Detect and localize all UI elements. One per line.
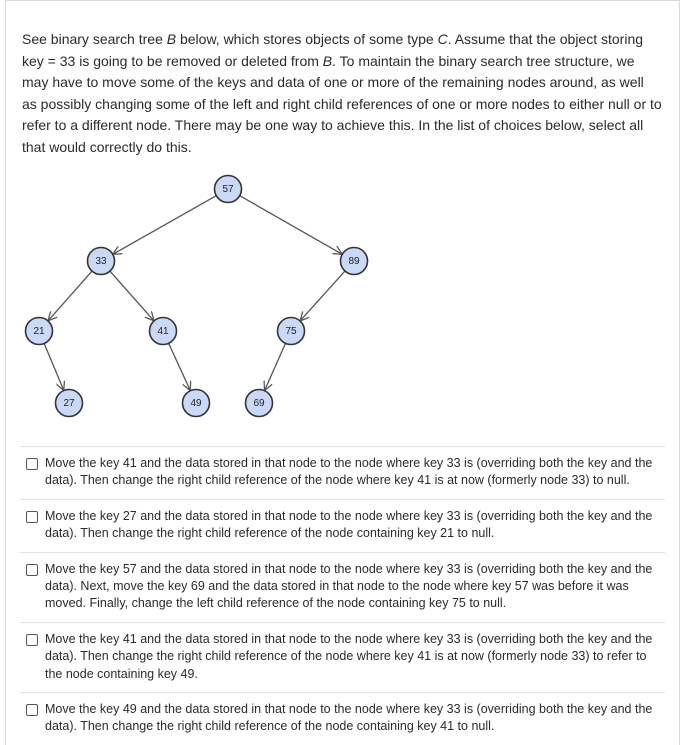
choice-2[interactable] bbox=[20, 499, 665, 552]
choice-text: Move the key 49 and the data stored in that node to the node where key 33 is (overriding both the key and the data). Then change the right child reference of the node containing key 41 to null. bbox=[45, 702, 653, 734]
tree-node-27 bbox=[56, 390, 83, 417]
question-part: . Assume that the object storing key = 33 is going to be removed or deleted from bbox=[22, 31, 644, 69]
checkbox[interactable] bbox=[26, 564, 38, 576]
node-key-label: 21 bbox=[33, 326, 45, 337]
question-part: below, which stores objects of some type bbox=[176, 31, 438, 47]
tree-node-75 bbox=[278, 318, 305, 345]
checkbox[interactable] bbox=[26, 634, 38, 646]
checkbox[interactable] bbox=[26, 458, 38, 470]
checkbox[interactable] bbox=[26, 511, 38, 523]
choice-3[interactable] bbox=[20, 552, 665, 622]
question-part: See binary search tree bbox=[22, 31, 167, 47]
tree-name: B bbox=[166, 31, 177, 47]
tree-node-21 bbox=[26, 318, 53, 345]
tree-node-57 bbox=[215, 176, 242, 203]
edge-57-89 bbox=[240, 196, 342, 254]
edge-33-21 bbox=[49, 271, 92, 320]
node-key-label: 89 bbox=[348, 256, 360, 267]
node-key-label: 41 bbox=[157, 326, 169, 337]
node-key-label: 49 bbox=[190, 398, 202, 409]
tree-node-33 bbox=[88, 248, 115, 275]
choice-4[interactable] bbox=[20, 622, 665, 692]
tree-node-49 bbox=[183, 390, 210, 417]
question-part: . To maintain the binary search tree structure, we may have to move some of the keys and data of one or more of the remaining nodes around, as well as possibly changing some of the left and right child references of one or more nodes to either null or to refer to a different node. There may be one way to achieve this. In the list of choices below, select all that would correctly do this. bbox=[22, 52, 662, 155]
node-key-label: 27 bbox=[63, 398, 75, 409]
choice-text: Move the key 41 and the data stored in that node to the node where key 33 is (overriding both the key and the data). Then change the right child reference of the node where key 41 is at now (formerly node 33) to refer to the node containing key 49. bbox=[45, 631, 653, 681]
tree-node-69 bbox=[246, 390, 273, 417]
quiz-page bbox=[5, 0, 680, 745]
choice-text: Move the key 57 and the data stored in that node to the node where key 33 is (overriding both the key and the data). Next, move the key 69 and the data stored in that node to the node where key 57 was before it was moved. Finally, change the left child reference of the node containing key 75 to null. bbox=[45, 561, 653, 611]
choice-1[interactable] bbox=[20, 446, 665, 499]
tree-node-41 bbox=[150, 318, 177, 345]
edge-75-69 bbox=[265, 343, 286, 389]
binary-search-tree-diagram bbox=[6, 171, 681, 441]
type-name: C bbox=[437, 31, 448, 47]
tree-name: B bbox=[322, 52, 333, 69]
node-key-label: 69 bbox=[253, 398, 265, 409]
choice-text: Move the key 41 and the data stored in that node to the node where key 33 is (overriding both the key and the data). Then change the right child reference of the node where key 41 is at now (formerly node 33) to null. bbox=[45, 456, 653, 488]
edge-89-75 bbox=[301, 271, 345, 320]
node-key-label: 57 bbox=[222, 184, 234, 195]
edge-41-49 bbox=[169, 343, 190, 390]
node-key-label: 33 bbox=[95, 256, 107, 267]
edge-57-33 bbox=[114, 196, 217, 254]
tree-node-89 bbox=[341, 248, 368, 275]
edge-21-27 bbox=[44, 343, 63, 389]
answer-choices bbox=[20, 446, 665, 745]
question-text bbox=[22, 29, 662, 159]
checkbox[interactable] bbox=[26, 704, 38, 716]
node-key-label: 75 bbox=[285, 326, 297, 337]
edge-33-41 bbox=[110, 271, 153, 320]
choice-5[interactable] bbox=[20, 692, 665, 745]
choice-text: Move the key 27 and the data stored in that node to the node where key 33 is (overriding both the key and the data). Then change the right child reference of the node containing key 21 to null. bbox=[45, 508, 653, 541]
